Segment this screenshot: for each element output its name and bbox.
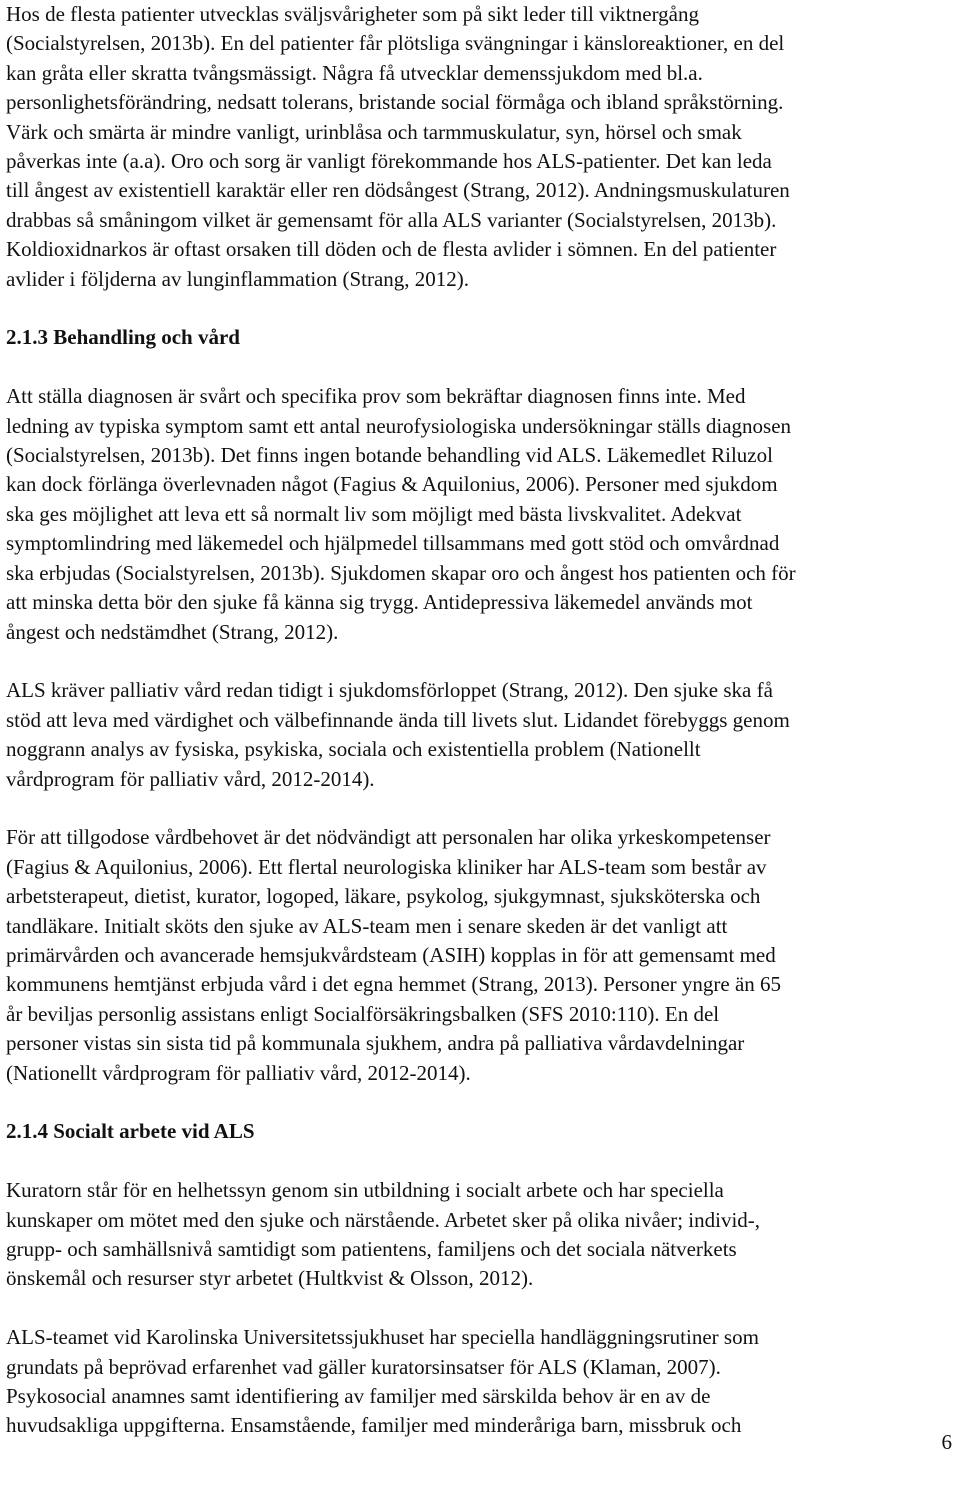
page-number: 6 [941,1430,952,1454]
text-line: drabbas så småningom vilket är gemensamt för alla ALS varianter (Socialstyrelsen, 2013b). [6,207,777,232]
text-line: vårdprogram för palliativ vård, 2012-2014). [6,766,375,791]
paragraph-gap [6,1088,954,1117]
paragraph-gap [6,647,954,676]
text-line: kan gråta eller skratta tvångsmässigt. Några få utvecklar demenssjukdom med bl.a. [6,60,703,85]
text-line: stöd att leva med värdighet och välbefinnande ända till livets slut. Lidandet förebyggs genom [6,707,790,732]
paragraph [6,823,954,1088]
text-line: noggrann analys av fysiska, psykiska, sociala och existentiella problem (Nationellt [6,737,701,762]
text-line: kommunens hemtjänst erbjuda vård i det egna hemmet (Strang, 2013). Personer yngre än 65 [6,972,782,997]
text-line: Värk och smärta är mindre vanligt, urinblåsa och tarmmuskulatur, syn, hörsel och smak [6,119,742,144]
text-line: grundats på beprövad erfarenhet vad gäller kuratorsinsatser för ALS (Klaman, 2007). [6,1354,721,1379]
paragraph [6,382,954,647]
paragraph [6,1323,954,1441]
text-line: För att tillgodose vårdbehovet är det nödvändigt att personalen har olika yrkeskompetenser [6,825,771,850]
text-line: kan dock förlänga överlevnaden något (Fagius & Aquilonius, 2006). Personer med sjukdom [6,472,778,497]
text-line: (Nationellt vårdprogram för palliativ vård, 2012-2014). [6,1060,471,1085]
text-line: ALS-teamet vid Karolinska Universitetssjukhuset har speciella handläggningsrutiner som [6,1325,759,1350]
paragraph [6,1176,954,1294]
section-heading: 2.1.3 Behandling och vård [6,325,240,350]
text-line: ledning av typiska symptom samt ett antal neurofysiologiska undersökningar ställs diagnosen [6,413,792,438]
text-line: ska erbjudas (Socialstyrelsen, 2013b). Sjukdomen skapar oro och ångest hos patienten och för [6,560,796,585]
text-line: Kuratorn står för en helhetssyn genom sin utbildning i socialt arbete och har speciella [6,1178,724,1203]
text-line: att minska detta bör den sjuke få känna sig trygg. Antidepressiva läkemedel används mot [6,590,753,615]
paragraph [6,676,954,794]
paragraph-gap [6,794,954,823]
text-line: personlighetsförändring, nedsatt tolerans, bristande social förmåga och ibland språkstörning. [6,90,784,115]
paragraph-gap [6,1294,954,1323]
text-line: (Fagius & Aquilonius, 2006). Ett flertal neurologiska kliniker har ALS-team som består av [6,854,767,879]
text-line: symptomlindring med läkemedel och hjälpmedel tillsammans med gott stöd och omvårdnad [6,531,780,556]
text-line: önskemål och resurser styr arbetet (Hultkvist & Olsson, 2012). [6,1266,534,1291]
text-line: arbetsterapeut, dietist, kurator, logoped, läkare, psykolog, sjukgymnast, sjuksköterska och [6,884,761,909]
text-line: Hos de flesta patienter utvecklas sväljsvårigheter som på sikt leder till viktnergång [6,2,699,26]
section-heading: 2.1.4 Socialt arbete vid ALS [6,1119,255,1144]
text-line: påverkas inte (a.a). Oro och sorg är vanligt förekommande hos ALS-patienter. Det kan leda [6,149,772,174]
heading-gap [6,1147,954,1176]
text-line: Koldioxidnarkos är oftast orsaken till döden och de flesta avlider i sömnen. En del patienter [6,237,777,262]
heading-gap [6,353,954,382]
document-page [6,0,954,1441]
text-line: huvudsakliga uppgifterna. Ensamstående, familjer med minderåriga barn, missbruk och [6,1413,742,1438]
text-line: ångest och nedstämdhet (Strang, 2012). [6,619,339,644]
text-line: Att ställa diagnosen är svårt och specifika prov som bekräftar diagnosen finns inte. Med [6,384,746,409]
text-line: (Socialstyrelsen, 2013b). En del patienter får plötsliga svängningar i känsloreaktioner, en del [6,31,785,56]
text-line: personer vistas sin sista tid på kommunala sjukhem, andra på palliativa vårdavdelningar [6,1031,745,1056]
paragraph-gap [6,294,954,323]
text-line: primärvården och avancerade hemsjukvårdsteam (ASIH) kopplas in för att gemensamt med [6,942,776,967]
text-line: år beviljas personlig assistans enligt Socialförsäkringsbalken (SFS 2010:110). En del [6,1001,720,1026]
text-line: ALS kräver palliativ vård redan tidigt i sjukdomsförloppet (Strang, 2012). Den sjuke ska få [6,678,773,703]
text-line: tandläkare. Initialt sköts den sjuke av ALS-team men i senare skeden är det vanligt att [6,913,728,938]
paragraph [6,0,954,294]
text-line: (Socialstyrelsen, 2013b). Det finns ingen botande behandling vid ALS. Läkemedlet Riluzol [6,443,773,468]
text-line: avlider i följderna av lunginflammation (Strang, 2012). [6,266,470,291]
text-line: kunskaper om mötet med den sjuke och närstående. Arbetet sker på olika nivåer; individ-, [6,1207,761,1232]
text-line: till ångest av existentiell karaktär eller ren dödsångest (Strang, 2012). Andningsmuskulaturen [6,178,790,203]
text-line: Psykosocial anamnes samt identifiering av familjer med särskilda behov är en av de [6,1383,711,1408]
text-line: grupp- och samhällsnivå samtidigt som patientens, familjens och det sociala nätverkets [6,1236,737,1261]
text-line: ska ges möjlighet att leva ett så normalt liv som möjligt med bästa livskvalitet. Adekvat [6,501,742,526]
